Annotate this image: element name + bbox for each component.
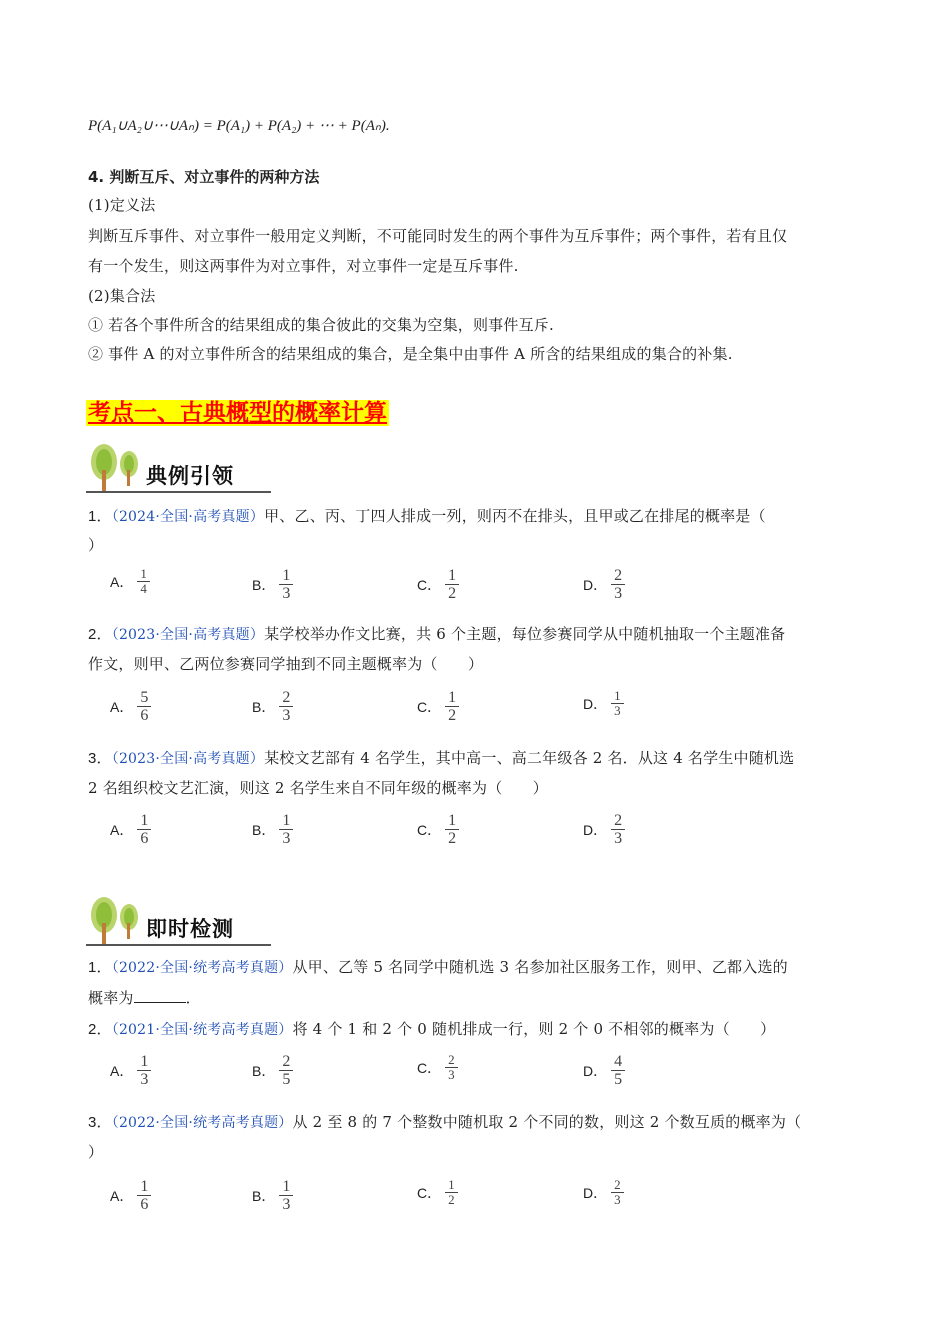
numerator: 1 xyxy=(137,1053,151,1071)
method-2-line-1: ① 若各个事件所含的结果组成的集合彼此的交集为空集，则事件互斥. xyxy=(88,316,554,334)
denominator: 3 xyxy=(282,707,291,724)
fraction xyxy=(611,689,624,718)
section-heading-text: 考点一、古典概型的概率计算 xyxy=(88,400,387,426)
method-1-line-2: 有一个发生，则这两事件为对立事件，对立事件一定是互斥事件. xyxy=(88,257,519,275)
denominator: 2 xyxy=(448,585,457,602)
fraction xyxy=(445,1053,458,1082)
choice-label: C． xyxy=(417,1059,442,1076)
answer-blank[interactable] xyxy=(134,988,186,1003)
fraction xyxy=(279,567,293,602)
choice-label: A． xyxy=(110,821,134,838)
choice-label: C． xyxy=(417,576,442,593)
question-number: 1． xyxy=(88,508,112,525)
choice-label: D． xyxy=(583,576,608,593)
numerator: 1 xyxy=(137,567,150,582)
choice-a[interactable] xyxy=(110,1053,151,1088)
numerator: 1 xyxy=(445,567,459,585)
choice-a[interactable] xyxy=(110,689,151,724)
examples-banner xyxy=(86,440,271,498)
question-text: ． xyxy=(185,989,201,1007)
choice-b[interactable] xyxy=(252,689,293,724)
denominator: 2 xyxy=(448,830,457,847)
practice-banner-title: 即时检测 xyxy=(146,917,234,941)
choice-d[interactable] xyxy=(583,812,625,847)
fraction xyxy=(611,812,625,847)
choice-label: A． xyxy=(110,573,134,590)
examples-banner-title: 典例引领 xyxy=(146,464,234,488)
fraction xyxy=(279,689,293,724)
fraction xyxy=(137,689,151,724)
choice-d[interactable] xyxy=(583,567,625,602)
denominator: 3 xyxy=(614,585,623,602)
banner-underline xyxy=(86,491,271,493)
choice-c[interactable] xyxy=(417,812,459,847)
question-text: 某学校举办作文比赛，共 6 个主题，每位参赛同学从中随机抽取一个主题准备 xyxy=(264,625,786,643)
denominator: 3 xyxy=(140,1071,149,1088)
method-2-title: (2)集合法 xyxy=(88,287,156,305)
question-number: 3． xyxy=(88,750,112,767)
test-3-line-1 xyxy=(88,1107,801,1138)
question-source: （2022·全国·统考高考真题） xyxy=(111,960,293,976)
choice-label: A． xyxy=(110,1187,134,1204)
numerator: 5 xyxy=(137,689,151,707)
question-source: （2021·全国·统考高考真题） xyxy=(111,1022,293,1038)
fraction xyxy=(611,1053,625,1088)
question-number: 2． xyxy=(88,1021,112,1038)
denominator: 2 xyxy=(448,1192,455,1207)
question-text: 概率为 xyxy=(88,989,134,1007)
choice-d[interactable] xyxy=(583,1053,625,1088)
example-3-line-2: 2 名组织校文艺汇演，则这 2 名学生来自不同年级的概率为（ ） xyxy=(88,779,548,797)
denominator: 5 xyxy=(614,1071,623,1088)
choice-label: D． xyxy=(583,821,608,838)
choice-label: B． xyxy=(252,821,276,838)
fraction xyxy=(445,689,459,724)
choice-label: C． xyxy=(417,821,442,838)
numerator: 2 xyxy=(611,567,625,585)
banner-underline xyxy=(86,944,271,946)
question-source: （2022·全国·统考高考真题） xyxy=(111,1115,293,1131)
choice-label: B． xyxy=(252,1187,276,1204)
fraction xyxy=(137,1178,151,1213)
numerator: 1 xyxy=(445,812,459,830)
example-1-line-2: ） xyxy=(88,536,104,554)
question-number: 1． xyxy=(88,959,112,976)
numerator: 1 xyxy=(279,567,293,585)
question-number: 2． xyxy=(88,626,112,643)
fraction xyxy=(279,812,293,847)
question-text: 从 2 至 8 的 7 个整数中随机取 2 个不同的数，则这 2 个数互质的概率为（ xyxy=(292,1113,802,1131)
choice-d[interactable] xyxy=(583,689,624,718)
fraction xyxy=(137,812,151,847)
question-text: 甲、乙、丙、丁四人排成一列，则丙不在排头，且甲或乙在排尾的概率是（ xyxy=(264,507,766,525)
choice-label: D． xyxy=(583,1062,608,1079)
fraction xyxy=(611,1178,624,1207)
numerator: 1 xyxy=(445,1178,458,1193)
question-text: 某校文艺部有 4 名学生，其中高一、高二年级各 2 名．从这 4 名学生中随机选 xyxy=(264,749,795,767)
denominator: 3 xyxy=(282,1196,291,1213)
choice-label: B． xyxy=(252,698,276,715)
numerator: 1 xyxy=(611,689,624,704)
choice-d[interactable] xyxy=(583,1178,624,1207)
method-1-title: (1)定义法 xyxy=(88,196,156,214)
denominator: 6 xyxy=(140,707,149,724)
numerator: 2 xyxy=(611,1178,624,1193)
denominator: 3 xyxy=(282,830,291,847)
choice-a[interactable] xyxy=(110,567,150,596)
denominator: 3 xyxy=(614,830,623,847)
choice-c[interactable] xyxy=(417,689,459,724)
choice-c[interactable] xyxy=(417,1053,458,1082)
fraction xyxy=(279,1178,293,1213)
choice-label: B． xyxy=(252,576,276,593)
fraction xyxy=(611,567,625,602)
numerator: 2 xyxy=(445,1053,458,1068)
numerator: 1 xyxy=(445,689,459,707)
question-source: （2023·全国·高考真题） xyxy=(111,751,265,767)
fraction xyxy=(445,1178,458,1207)
choice-label: D． xyxy=(583,1184,608,1201)
choice-c[interactable] xyxy=(417,1178,458,1207)
choice-b[interactable] xyxy=(252,1178,293,1213)
fraction xyxy=(445,567,459,602)
section-4-title: 4. 判断互斥、对立事件的两种方法 xyxy=(88,168,320,186)
choice-label: D． xyxy=(583,695,608,712)
numerator: 1 xyxy=(279,812,293,830)
numerator: 4 xyxy=(611,1053,625,1071)
numerator: 2 xyxy=(279,689,293,707)
tree-icon xyxy=(86,893,146,949)
fraction xyxy=(137,1053,151,1088)
method-2-line-2: ② 事件 A 的对立事件所含的结果组成的集合，是全集中由事件 A 所含的结果组成的集合的补集. xyxy=(88,345,733,363)
tree-icon xyxy=(86,440,146,496)
method-1-line-1: 判断互斥事件、对立事件一般用定义判断，不可能同时发生的两个事件为互斥事件；两个事件，若有且仅 xyxy=(88,227,788,245)
choice-a[interactable] xyxy=(110,812,151,847)
section-heading xyxy=(86,394,389,427)
numerator: 2 xyxy=(611,812,625,830)
choice-b[interactable] xyxy=(252,1053,293,1088)
example-1-line-1 xyxy=(88,501,766,532)
denominator: 6 xyxy=(140,830,149,847)
test-1-line-2 xyxy=(88,983,201,1013)
practice-banner xyxy=(86,893,271,951)
choice-a[interactable] xyxy=(110,1178,151,1213)
denominator: 2 xyxy=(448,707,457,724)
denominator: 6 xyxy=(140,1196,149,1213)
numerator: 1 xyxy=(137,1178,151,1196)
fraction xyxy=(279,1053,293,1088)
denominator: 5 xyxy=(282,1071,291,1088)
question-number: 3． xyxy=(88,1114,112,1131)
denominator: 4 xyxy=(140,581,147,596)
question-text: 从甲、乙等 5 名同学中随机选 3 名参加社区服务工作，则甲、乙都入选的 xyxy=(292,958,788,976)
numerator: 1 xyxy=(137,812,151,830)
choice-label: A． xyxy=(110,1062,134,1079)
additivity-formula: P(A₁∪A₂∪⋯∪Aₙ) = P(A₁) + P(A₂) + ⋯ + P(Aₙ). xyxy=(88,118,390,134)
choice-label: B． xyxy=(252,1062,276,1079)
denominator: 3 xyxy=(614,703,621,718)
numerator: 1 xyxy=(279,1178,293,1196)
question-text: 将 4 个 1 和 2 个 0 随机排成一行，则 2 个 0 不相邻的概率为（ ） xyxy=(292,1020,776,1038)
choice-label: A． xyxy=(110,698,134,715)
choice-b[interactable] xyxy=(252,567,293,602)
denominator: 3 xyxy=(614,1192,621,1207)
test-3-line-2: ） xyxy=(88,1143,104,1161)
question-source: （2024·全国·高考真题） xyxy=(111,509,265,525)
fraction xyxy=(137,567,150,596)
example-2-line-1 xyxy=(88,619,785,650)
fraction xyxy=(445,812,459,847)
example-2-line-2: 作文，则甲、乙两位参赛同学抽到不同主题概率为（ ） xyxy=(88,655,484,673)
denominator: 3 xyxy=(448,1067,455,1082)
numerator: 2 xyxy=(279,1053,293,1071)
example-3-line-1 xyxy=(88,743,794,774)
denominator: 3 xyxy=(282,585,291,602)
test-2-line-1 xyxy=(88,1014,775,1045)
choice-c[interactable] xyxy=(417,567,459,602)
choice-b[interactable] xyxy=(252,812,293,847)
choice-label: C． xyxy=(417,698,442,715)
test-1-line-1 xyxy=(88,952,788,983)
question-source: （2023·全国·高考真题） xyxy=(111,627,265,643)
choice-label: C． xyxy=(417,1184,442,1201)
